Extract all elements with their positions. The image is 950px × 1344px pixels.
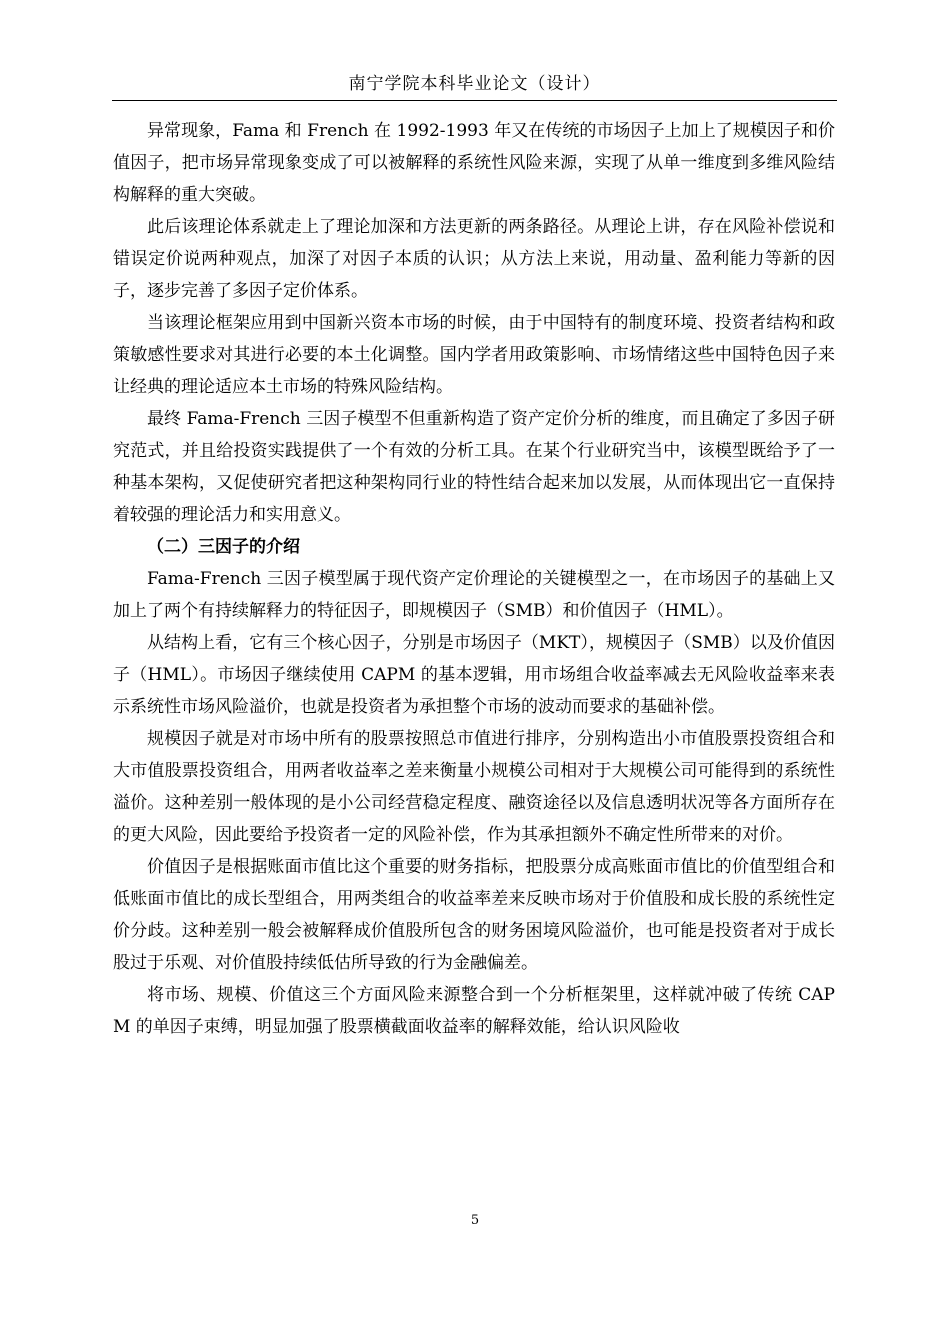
paragraph-value-factor: 价值因子是根据账面市值比这个重要的财务指标，把股票分成高账面市值比的价值型组合和低账面市值比的成长型组合，用两类组合的收益率差来反映市场对于价值股和成长股的系统性定价分歧。这种差别一般会被解释成价值股所包含的财务困境风险溢价，也可能是投资者对于成长股过于乐观、对价值股持续低估所导致的行为金融偏差。 <box>113 857 835 973</box>
body-content <box>113 115 835 1043</box>
header-divider <box>112 100 837 101</box>
paragraph-model-significance: 最终 Fama-French 三因子模型不但重新构造了资产定价分析的维度，而且确定了多因子研究范式，并且给投资实践提供了一个有效的分析工具。在某个行业研究当中，该模型既给予了一种基本架构，又促使研究者把这种架构同行业的特性结合起来加以发展，从而体现出它一直保持着较强的理论活力和实用意义。 <box>113 409 835 525</box>
paragraph-size-factor: 规模因子就是对市场中所有的股票按照总市值进行排序，分别构造出小市值股票投资组合和大市值股票投资组合，用两者收益率之差来衡量小规模公司相对于大规模公司可能得到的系统性溢价。这种差别一般体现的是小公司经营稳定程度、融资途径以及信息透明状况等各方面所存在的更大风险，因此要给予投资者一定的风险补偿，作为其承担额外不确定性所带来的对价。 <box>113 729 835 845</box>
page-number: 5 <box>470 1213 480 1228</box>
page-header-title: 南宁学院本科毕业论文（设计） <box>348 74 601 94</box>
paragraph-structure: 从结构上看，它有三个核心因子，分别是市场因子（MKT），规模因子（SMB）以及价值因子（HML）。市场因子继续使用 CAPM 的基本逻辑，用市场组合收益率减去无风险收益率来表示系统性市场风险溢价，也就是投资者为承担整个市场的波动而要求的基础补偿。 <box>113 633 835 717</box>
section-heading: （二）三因子的介绍 <box>147 537 300 557</box>
paragraph-theory-paths: 此后该理论体系就走上了理论加深和方法更新的两条路径。从理论上讲，存在风险补偿说和错误定价说两种观点，加深了对因子本质的认识；从方法上来说，用动量、盈利能力等新的因子，逐步完善了多因子定价体系。 <box>113 217 835 301</box>
paragraph-model-intro: Fama-French 三因子模型属于现代资产定价理论的关键模型之一，在市场因子的基础上又加上了两个有持续解释力的特征因子，即规模因子（SMB）和价值因子（HML）。 <box>113 569 835 621</box>
paragraph-china-adaptation: 当该理论框架应用到中国新兴资本市场的时候，由于中国特有的制度环境、投资者结构和政策敏感性要求对其进行必要的本土化调整。国内学者用政策影响、市场情绪这些中国特色因子来让经典的理论适应本土市场的特殊风险结构。 <box>113 313 835 397</box>
paragraph-integration: 将市场、规模、价值这三个方面风险来源整合到一个分析框架里，这样就冲破了传统 CAPM 的单因子束缚，明显加强了股票横截面收益率的解释效能，给认识风险收 <box>113 985 835 1037</box>
paragraph-factor-origin: 异常现象，Fama 和 French 在 1992-1993 年又在传统的市场因子上加上了规模因子和价值因子，把市场异常现象变成了可以被解释的系统性风险来源，实现了从单一维度到多维风险结构解释的重大突破。 <box>113 121 835 205</box>
